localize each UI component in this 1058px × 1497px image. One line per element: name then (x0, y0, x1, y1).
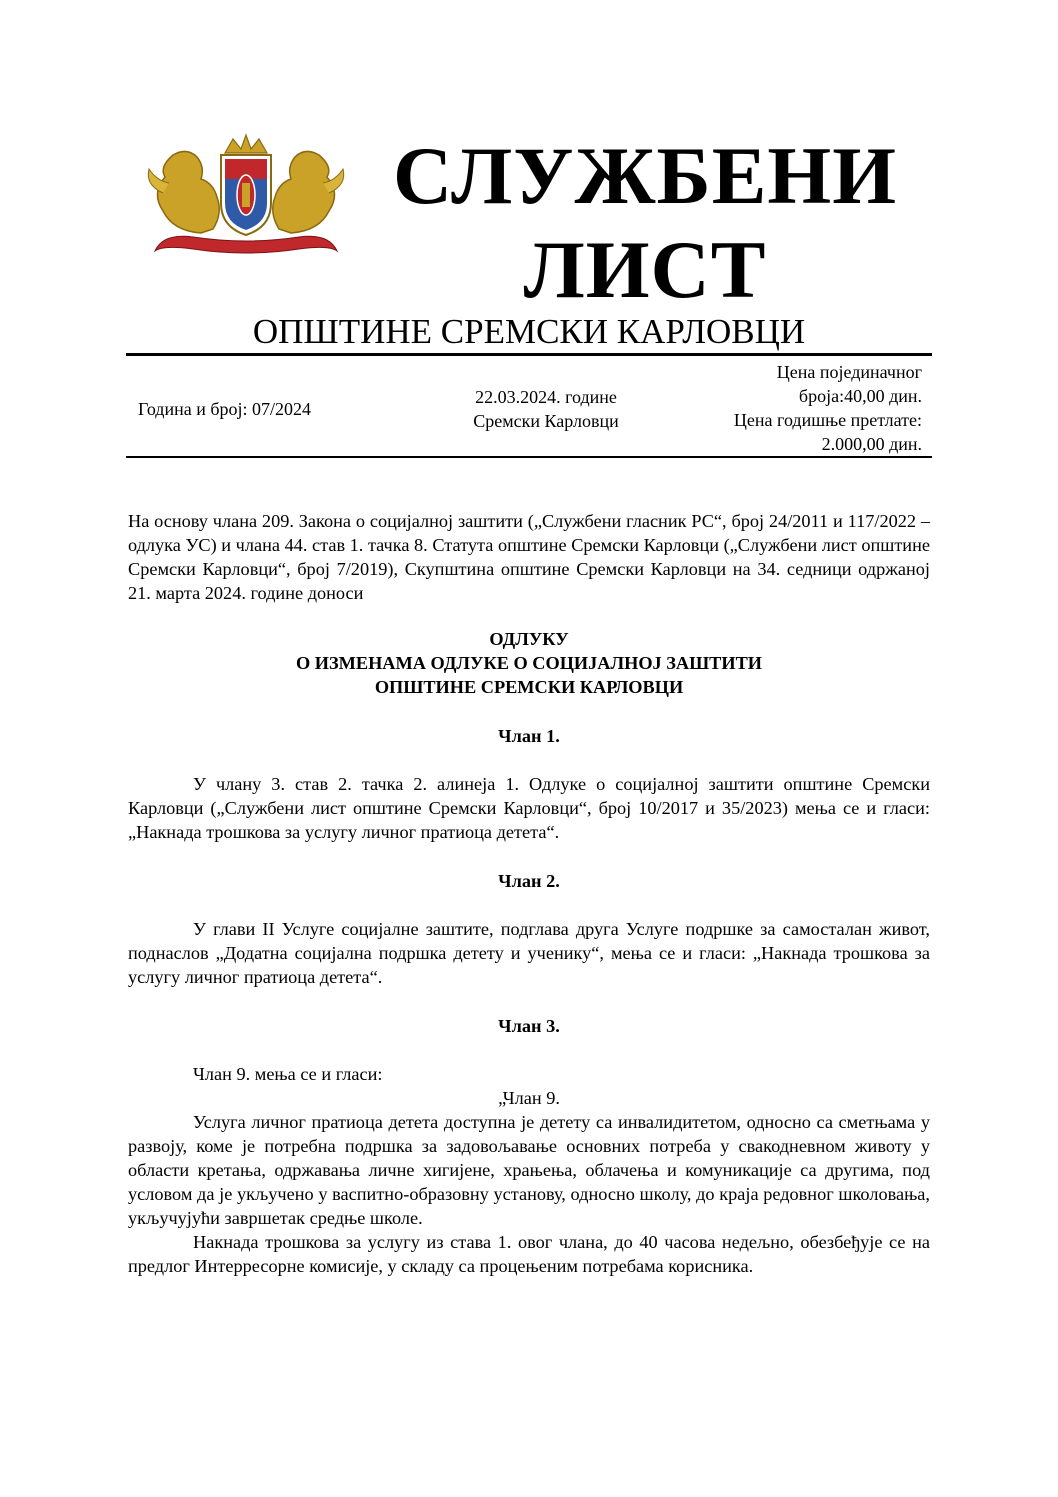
document-body (128, 509, 930, 1278)
price-annual-line2: 2.000,00 дин. (821, 434, 922, 454)
decision-title-line3: ОПШТИНЕ СРЕМСКИ КАРЛОВЦИ (374, 677, 684, 697)
municipality-name: ОПШТИНЕ СРЕМСКИ КАРЛОВЦИ (252, 312, 806, 351)
preamble: На основу члана 209. Закона о социјалној заштити („Службени гласник РС“, број 24/2011 и 117/2022 – одлука УС) и члана 44. став 1. тачка 8. Статута општине Сремски Карловци („Службени лист општине Сремски Карловци“, број 7/2019), Скупштина општине Сремски Карловци на 34. седници одржаној 21. марта 2024. године доноси (128, 511, 930, 603)
article2-text: У глави II Услуге социјалне заштите, подглава друга Услуге подршке за самосталан живот, поднаслов „Додатна социјална подршка детету и ученику“, мења се и гласи: „Накнада трошкова за услугу личног пратиоца детета“. (128, 919, 930, 987)
article3-paragraph2: Накнада трошкова за услугу из става 1. овог члана, до 40 часова недељно, обезбеђује се на предлог Интерресорне комисије, у складу са процењеним потребама корисника. (128, 1232, 930, 1276)
issue-number: Година и број: 07/2024 (138, 399, 312, 419)
article3-intro: Члан 9. мења се и гласи: (193, 1064, 383, 1084)
article3-quote-heading: „Члан 9. (498, 1088, 560, 1108)
article3-heading: Члан 3. (498, 1016, 560, 1036)
gazette-title-line2: ЛИСТ (523, 224, 767, 315)
issue-place: Сремски Карловци (473, 411, 619, 431)
decision-title-line2: О ИЗМЕНАМА ОДЛУКЕ О СОЦИЈАЛНОЈ ЗАШТИТИ (295, 653, 763, 673)
price-annual-line1: Цена годишње претлате: (733, 410, 922, 430)
decision-title (128, 627, 930, 699)
article1-text: У члану 3. став 2. тачка 2. алинеја 1. Одлуке о социјалној заштити општине Сремски Карловци („Службени лист општине Сремски Карловци“, број 10/2017 и 35/2023) мења се и гласи: „Накнада трошкова за услугу личног пратиоца детета“. (128, 774, 930, 842)
price-single-line2: броја:40,00 дин. (798, 386, 922, 406)
coat-of-arms-icon (143, 133, 349, 268)
gazette-title-line1: СЛУЖБЕНИ (392, 130, 897, 221)
article3-paragraph1: Услуга личног пратиоца детета доступна је детету са инвалидитетом, односно са сметњама у развоју, коме је потребна подршка за задовољавање основних потреба у свакодневном животу у области кретања, одржавања личне хигијене, храњења, облачења и комуникације са другима, под условом да је укључено у васпитно-образовну установу, односно школу, до краја редовног школовања, укључујући завршетак средње школе. (128, 1112, 930, 1228)
date-place-block (430, 385, 662, 433)
price-block (672, 360, 922, 456)
article1-heading: Члан 1. (498, 726, 560, 746)
header-divider-bottom (126, 456, 932, 458)
decision-title-line1: ОДЛУКУ (489, 629, 569, 649)
article2-heading: Члан 2. (498, 871, 560, 891)
price-single-line1: Цена појединачног (776, 362, 922, 382)
header-divider-top (126, 353, 932, 356)
issue-date: 22.03.2024. године (475, 387, 617, 407)
